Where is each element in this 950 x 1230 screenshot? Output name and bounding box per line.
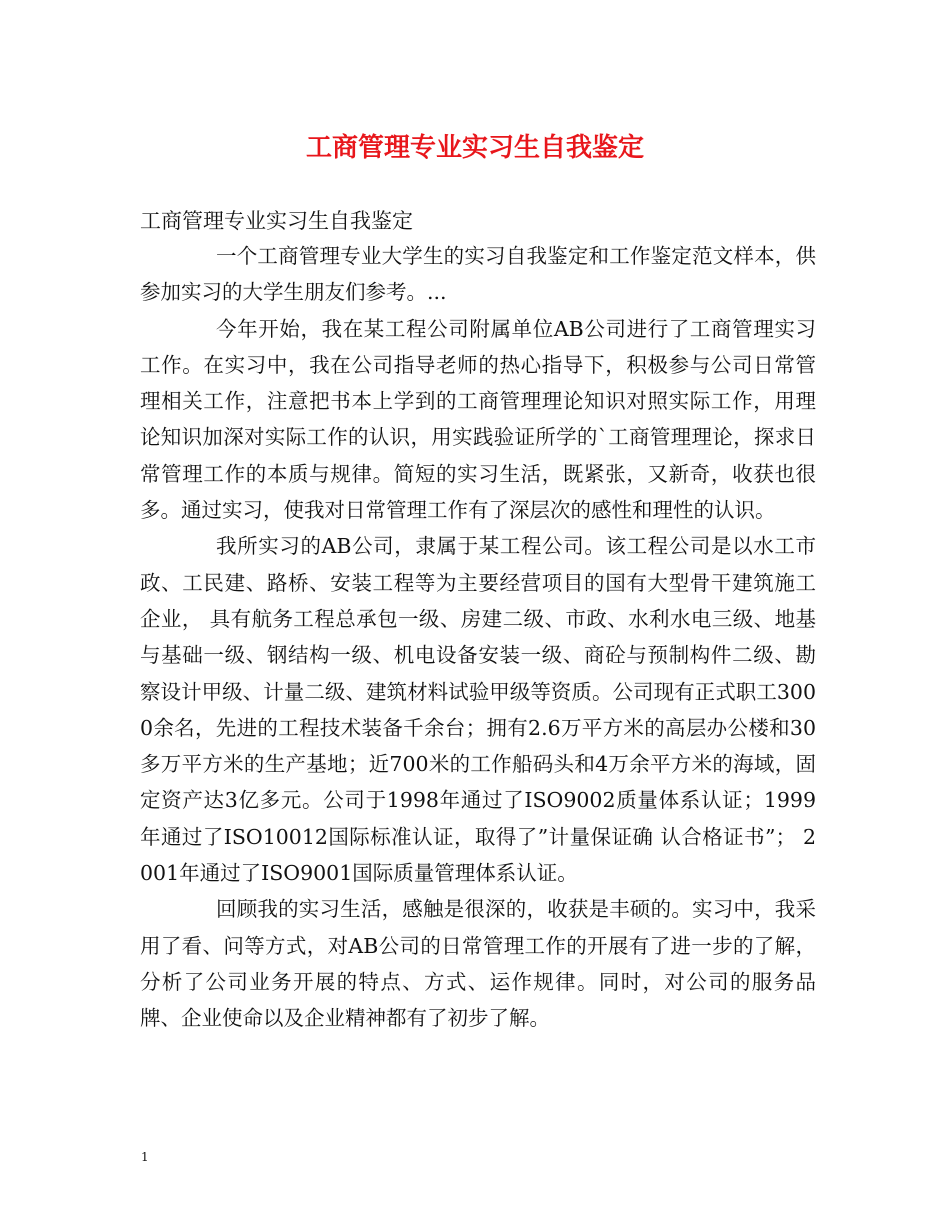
paragraph-intro: 一个工商管理专业大学生的实习自我鉴定和工作鉴定范文样本，供参加实习的大学生朋友们参考。... <box>140 244 816 305</box>
paragraph-internship-overview: 今年开始，我在某工程公司附属单位AB公司进行了工商管理实习工作。在实习中，我在公司指导老师的热心指导下，积极参与公司日常管理相关工作，注意把书本上学到的工商管理理论知识对照实际工作，用理论知识加深对实际工作的认识，用实践验证所学的`工商管理理论，探求日常管理工作的本质与规律。简短的实习生活，既紧张，又新奇，收获也很多。通过实习，使我对日常管理工作有了深层次的感性和理性的认识。 <box>140 316 816 523</box>
paragraph-reflection: 回顾我的实习生活，感触是很深的，收获是丰硕的。实习中，我采用了看、问等方式，对AB公司的日常管理工作的开展有了进一步的了解，分析了公司业务开展的特点、方式、运作规律。同时，对公司的服务品牌、企业使命以及企业精神都有了初步了解。 <box>140 897 816 1031</box>
document-subtitle: 工商管理专业实习生自我鉴定 <box>140 209 413 233</box>
document-body <box>140 238 816 1037</box>
page-number: 1 <box>141 1150 149 1164</box>
document-title: 工商管理专业实习生自我鉴定 <box>305 133 644 163</box>
paragraph-company-profile: 我所实习的AB公司，隶属于某工程公司。该工程公司是以水工市政、工民建、路桥、安装工程等为主要经营项目的国有大型骨干建筑施工企业， 具有航务工程总承包一级、房建二级、市政、水利水电三级、地基与基础一级、钢结构一级、机电设备安装一级、商砼与预制构件二级、勘察设计甲级、计量二级、建筑材料试验甲级等资质。公司现有正式职工3000余名，先进的工程技术装备千余台；拥有2.6万平方米的高层办公楼和30多万平方米的生产基地；近700米的工作船码头和4万余平方米的海域，固定资产达3亿多元。公司于1998年通过了ISO9002质量体系认证；1999年通过了ISO10012国际标准认证，取得了”计量保证确 认合格证书”； 2001年通过了ISO9001国际质量管理体系认证。 <box>140 534 816 886</box>
